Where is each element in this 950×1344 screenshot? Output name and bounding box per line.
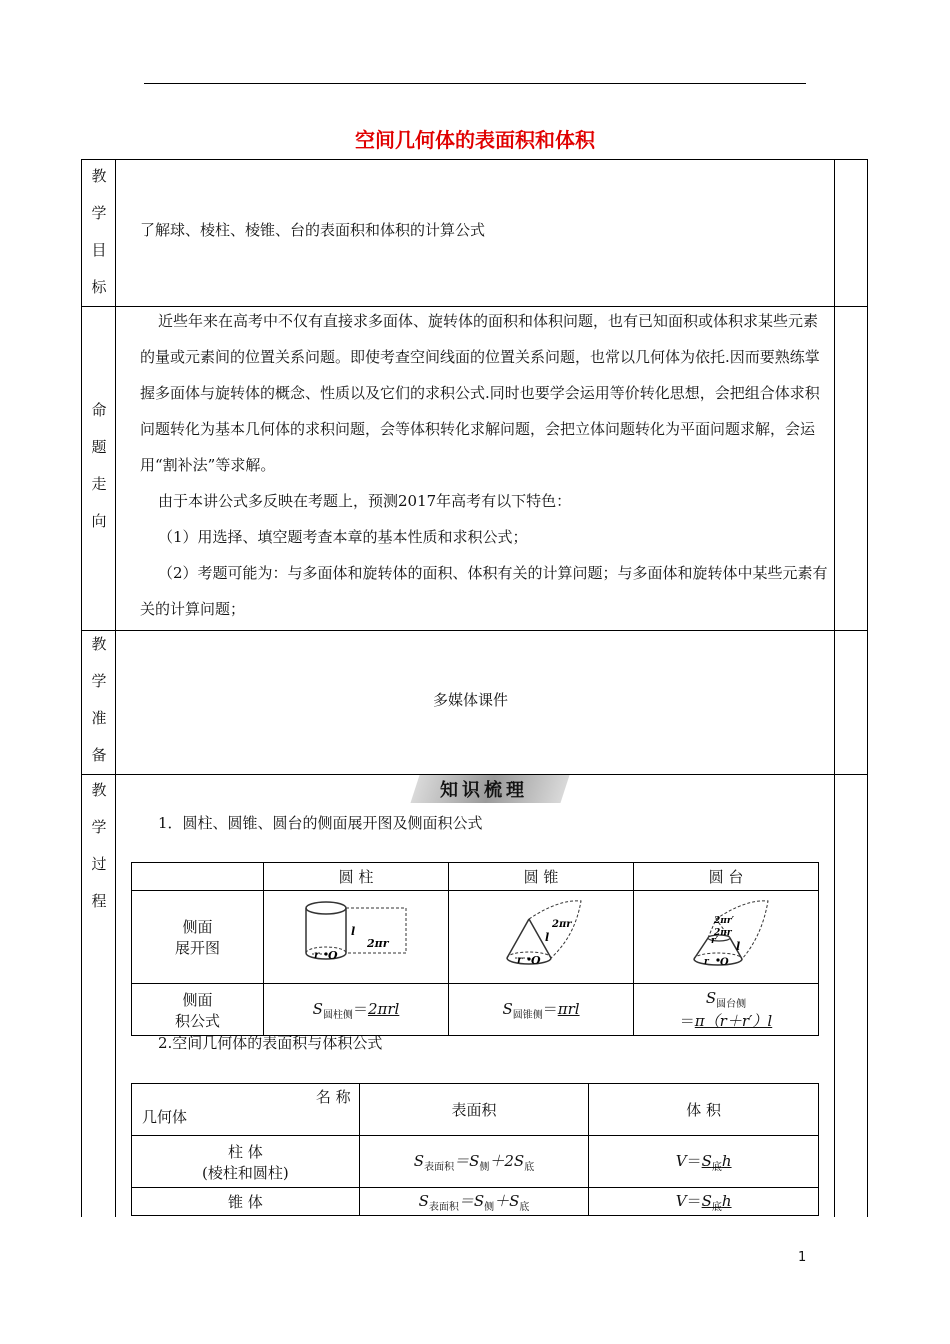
goal-label: 教 学 目 标 [91,167,107,296]
trend-paragraph: （1）用选择、填空题考查本章的基本性质和求积公式； [158,528,528,546]
cone-formula: $S_{圆锥侧}=\pi rl$ [449,984,634,1036]
section-heading: 2.空间几何体的表面积与体积公式 [158,1034,383,1052]
frustum-formula: $S_{圆台侧}$ ＝π（r＋r′）l [634,984,819,1036]
header-rule [144,83,806,84]
svg-text:r: r [314,950,320,961]
trend-paragraph: 近些年来在高考中不仅有直接求多面体、旋转体的面积和体积问题，也有已知面积或体积求某些元素的量或元素间的位置关系问题。即使考查空间线面的位置关系问题，也常以几何体为依托.因而要熟练掌握多面体与旋转体的概念、性质以及它们的求积公式.同时也要学会运用等价转化思想，会把组合体求积问题转化为基本几何体的求积问题，会等体积转化求解问题，会把立体问题转化为平面问题求解，会运用“割补法”等求解。 [140,312,820,474]
frustum-development-figure [634,891,819,984]
row-header: 侧面 积公式 [132,984,264,1036]
col-header: 体 积 [589,1084,819,1136]
row-header: 柱 体 (棱柱和圆柱) [132,1136,360,1188]
svg-text:l: l [545,931,550,944]
svg-text:O: O [328,949,338,962]
svg-text:2πr: 2πr [552,919,572,930]
col-header: 圆 台 [634,863,819,891]
knowledge-badge: 知识梳理 [440,780,528,801]
goal-text: 了解球、棱柱、棱锥、台的表面积和体积的计算公式 [140,221,486,239]
page-title: 空间几何体的表面积和体积 [355,128,595,152]
prism-volume-formula: $V=S_底h$ [589,1136,819,1188]
svg-text:r′: r′ [711,936,719,946]
cylinder-formula: $S_{圆柱侧}=2\pi rl$ [264,984,449,1036]
row-divider [81,630,868,631]
svg-text:r: r [704,957,709,967]
trend-content [140,303,828,627]
row-header: 侧面 展开图 [132,891,264,984]
prism-surface-formula: $S_{表面积}=S_侧+2S_底$ [359,1136,589,1188]
svg-text:O: O [720,957,729,968]
svg-text:2πr: 2πr [714,928,732,938]
cone-development-figure [449,891,634,984]
svg-text:r: r [517,955,523,966]
trend-paragraph: （2）考题可能为：与多面体和旋转体的面积、体积有关的计算问题；与多面体和旋转体中某些元素有关的计算问题； [140,564,828,618]
col-header: 圆 柱 [264,863,449,891]
svg-text:O: O [531,954,541,967]
right-column-divider [834,159,835,1217]
prep-label: 教 学 准 备 [91,635,107,764]
svg-text:2πr′: 2πr′ [714,916,734,926]
row-header: 锥 体 [132,1188,360,1216]
trend-label: 命 题 走 向 [91,401,107,530]
pyramid-surface-formula: $S_{表面积}=S_侧+S_底$ [359,1188,589,1216]
process-label: 教 学 过 程 [91,781,107,910]
lateral-area-table [131,862,819,1036]
svg-text:l: l [736,940,741,953]
corner-cell: 名 称 几何体 [132,1084,360,1136]
svg-text:2πr: 2πr [367,937,389,950]
svg-text:l: l [351,925,356,938]
section-heading: 1．圆柱、圆锥、圆台的侧面展开图及侧面积公式 [158,814,483,832]
col-header: 圆 锥 [449,863,634,891]
cylinder-development-figure [264,891,449,984]
area-volume-table [131,1083,819,1216]
col-header: 表面积 [359,1084,589,1136]
trend-paragraph: 由于本讲公式多反映在考题上，预测2017年高考有以下特色： [158,492,572,510]
pyramid-volume-formula: $V=S_底h$ [589,1188,819,1216]
prep-text: 多媒体课件 [433,691,509,709]
page-number: 1 [798,1250,807,1265]
corner-cell [132,863,264,891]
